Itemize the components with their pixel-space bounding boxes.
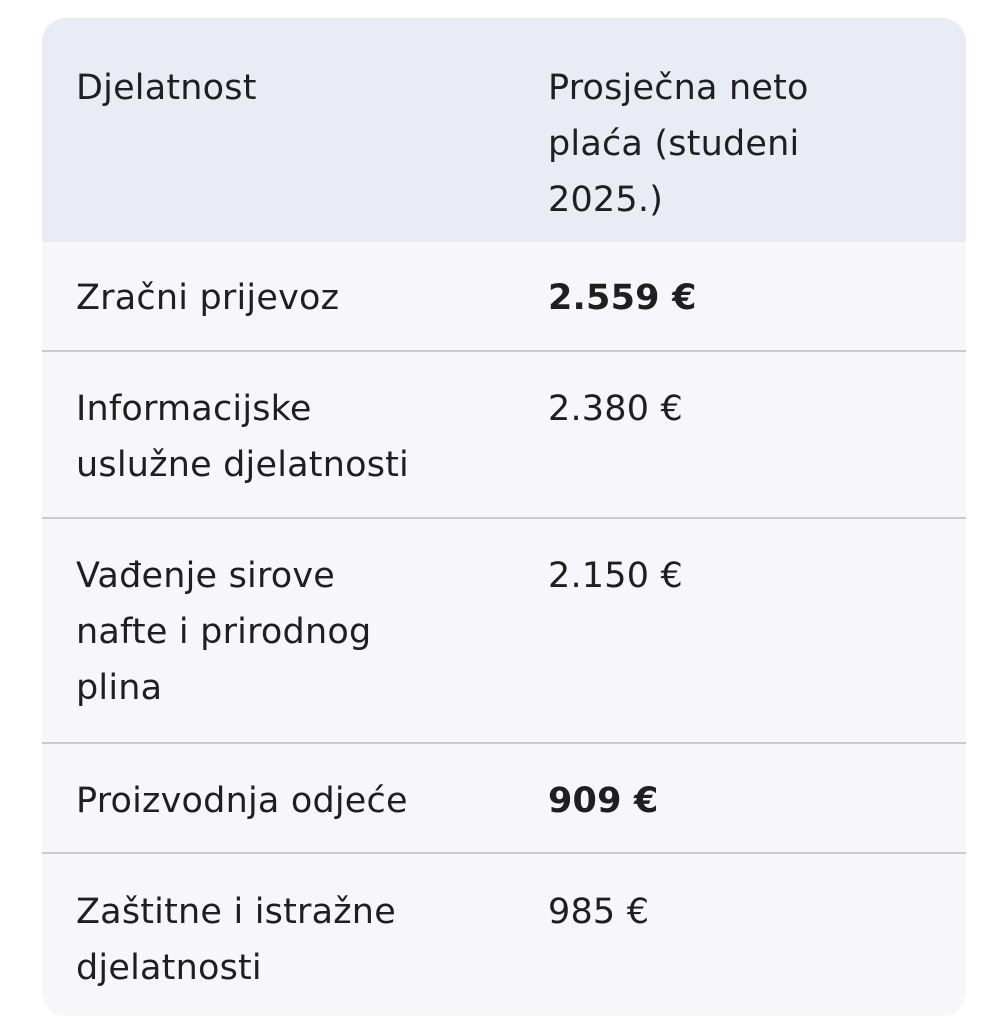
row-5-activity-line2: djelatnosti <box>76 948 262 988</box>
row-3-salary: 2.150 € <box>548 556 683 596</box>
row-4-salary: 909 € <box>548 781 659 821</box>
row-1-salary: 2.559 € <box>548 278 697 318</box>
row-divider <box>42 517 966 519</box>
header-salary-line1: Prosječna neto <box>548 68 809 108</box>
row-5-activity-line1: Zaštitne i istražne <box>76 892 396 932</box>
row-3-activity-line2: nafte i prirodnog <box>76 612 372 652</box>
row-2-activity-line2: uslužne djelatnosti <box>76 445 409 485</box>
header-salary-line2: plaća (studeni <box>548 124 800 164</box>
row-1-activity-line1: Zračni prijevoz <box>76 278 340 318</box>
table-header <box>42 18 966 242</box>
row-divider <box>42 742 966 744</box>
row-divider <box>42 350 966 352</box>
row-3-activity-line3: plina <box>76 668 163 708</box>
row-4-activity-line1: Proizvodnja odjeće <box>76 781 408 821</box>
header-activity: Djelatnost <box>76 68 257 108</box>
row-5-salary: 985 € <box>548 892 650 932</box>
header-salary-line3: 2025.) <box>548 180 664 220</box>
row-2-salary: 2.380 € <box>548 389 683 429</box>
row-3-activity-line1: Vađenje sirove <box>76 556 336 596</box>
salary-table <box>42 18 966 1016</box>
row-2-activity-line1: Informacijske <box>76 389 312 429</box>
row-divider <box>42 852 966 854</box>
